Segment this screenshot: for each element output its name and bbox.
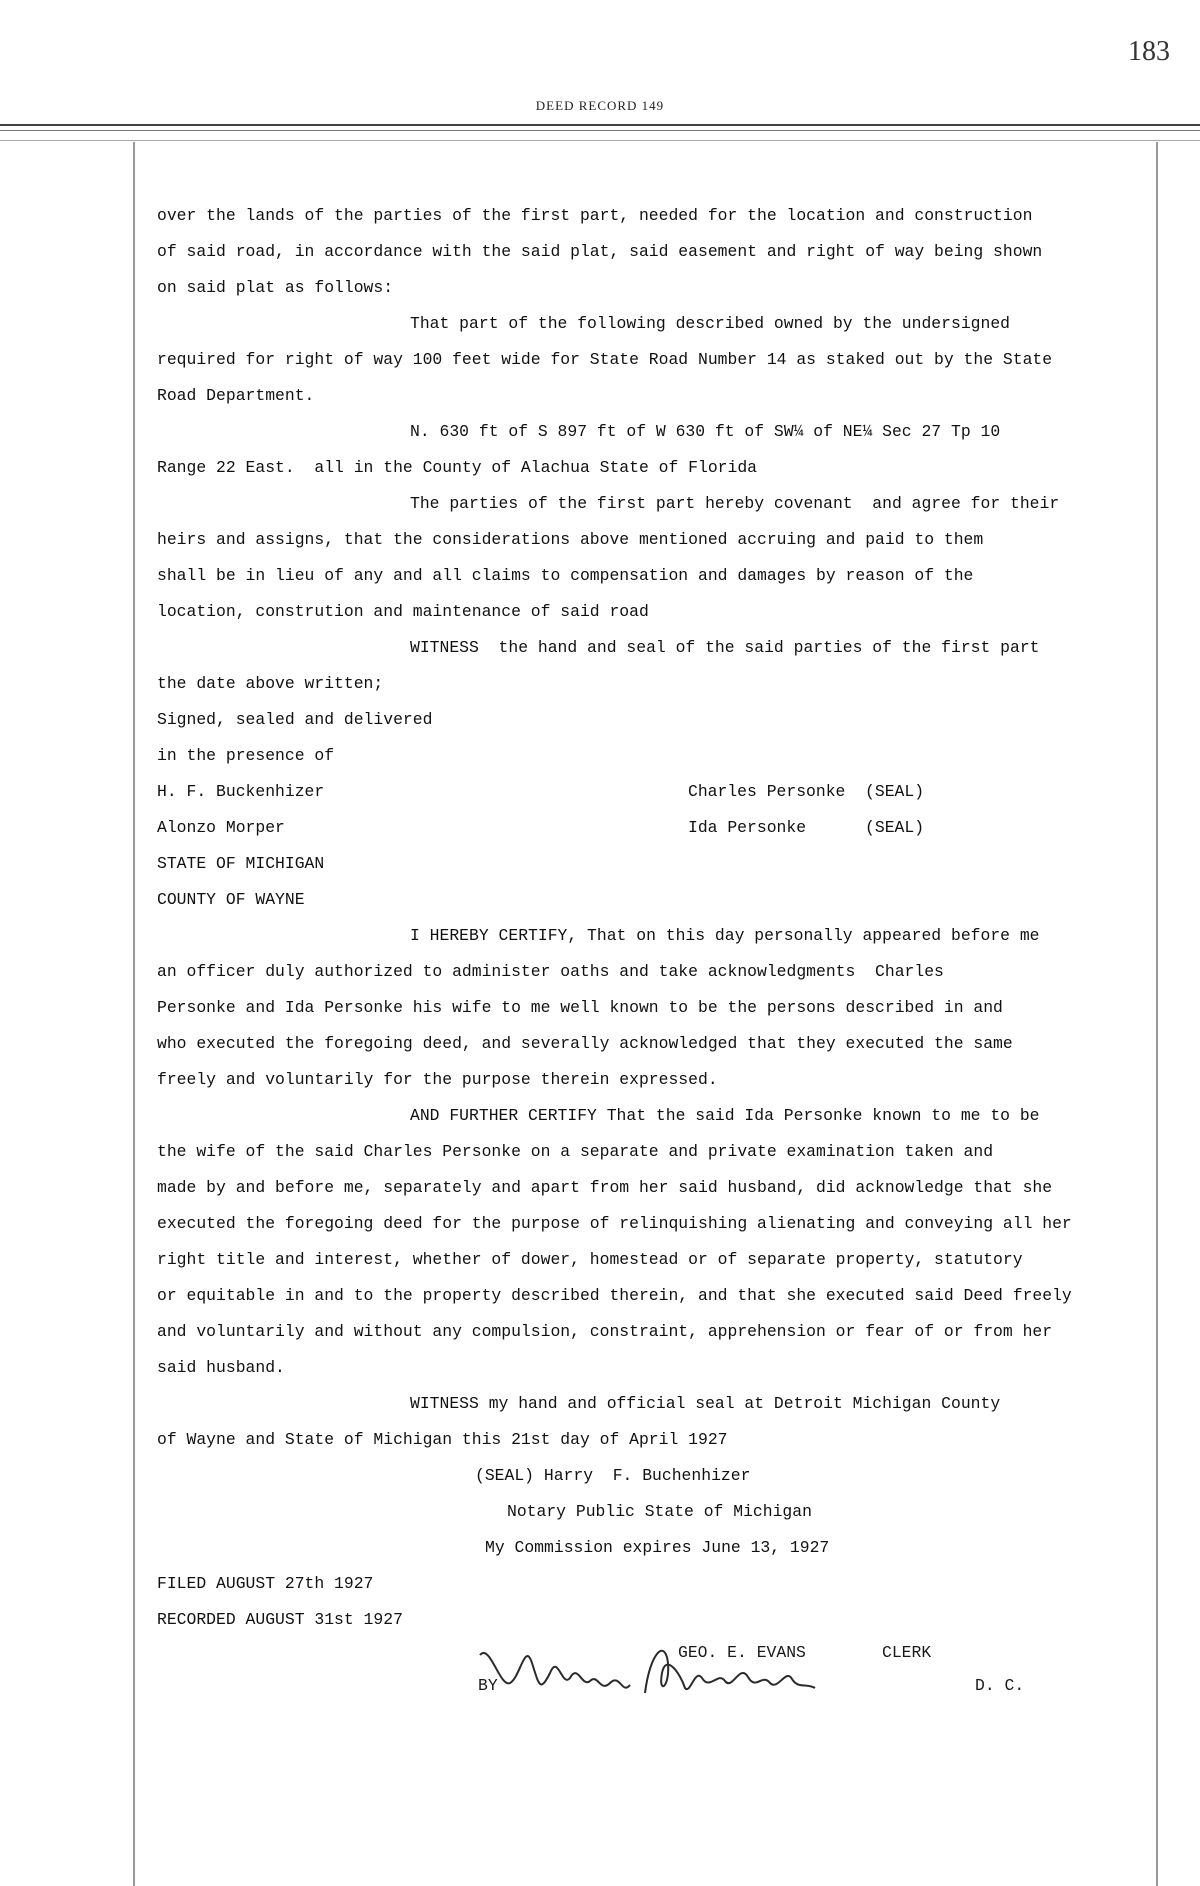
text-line: made by and before me, separately and apart from her said husband, did acknowledge that she	[157, 1178, 1053, 1197]
header-title: DEED RECORD 149	[535, 98, 665, 113]
page-number: 183	[1128, 36, 1170, 67]
range-line: Range 22 East. all in the County of Alachua State of Florida	[157, 458, 757, 477]
text-line: in the presence of	[157, 746, 335, 765]
witness-name: H. F. Buckenhizer	[157, 782, 325, 801]
text-line: and voluntarily and without any compulsion, constraint, apprehension or fear of or from her	[157, 1322, 1053, 1341]
text-line: the wife of the said Charles Personke on a separate and private examination taken and	[157, 1142, 994, 1161]
grantor-signature: Ida Personke (SEAL)	[688, 818, 925, 837]
signature-row	[157, 810, 1157, 846]
text-line: said husband.	[157, 1358, 285, 1377]
text-line: required for right of way 100 feet wide for State Road Number 14 as staked out by the State	[157, 350, 1053, 369]
text-line: an officer duly authorized to administer oaths and take acknowledgments Charles	[157, 962, 944, 981]
text-line: executed the foregoing deed for the purpose of relinquishing alienating and conveying all her	[157, 1214, 1072, 1233]
text-line: Personke and Ida Personke his wife to me well known to be the persons described in and	[157, 998, 1003, 1017]
notary-witness-intro: WITNESS my hand and official seal at Detroit Michigan County	[410, 1394, 1001, 1413]
clerk-title: CLERK	[882, 1643, 932, 1662]
filed-date: FILED AUGUST 27th 1927	[157, 1574, 374, 1593]
by-label: BY	[478, 1676, 498, 1695]
grantor-signature: Charles Personke (SEAL)	[688, 782, 925, 801]
parcel-description: N. 630 ft of S 897 ft of W 630 ft of SW¼ of NE¼ Sec 27 Tp 10	[410, 422, 1001, 441]
text-line: heirs and assigns, that the considerations above mentioned accruing and paid to them	[157, 530, 984, 549]
deed-body	[157, 198, 1157, 1638]
clerk-name: GEO. E. EVANS	[678, 1643, 806, 1662]
certificate-intro: I HEREBY CERTIFY, That on this day personally appeared before me	[410, 926, 1040, 945]
venue-county: COUNTY OF WAYNE	[157, 890, 305, 909]
clerk-signature-block	[470, 1633, 1110, 1708]
recorded-date: RECORDED AUGUST 31st 1927	[157, 1610, 403, 1629]
text-line: Road Department.	[157, 386, 315, 405]
covenant-intro: The parties of the first part hereby covenant and agree for their	[410, 494, 1060, 513]
text-line: Signed, sealed and delivered	[157, 710, 433, 729]
venue-state: STATE OF MICHIGAN	[157, 854, 325, 873]
text-line: location, constrution and maintenance of said road	[157, 602, 649, 621]
notary-name: (SEAL) Harry F. Buchenhizer	[475, 1466, 751, 1485]
text-line: of said road, in accordance with the said plat, said easement and right of way being shown	[157, 242, 1043, 261]
text-line: right title and interest, whether of dower, homestead or of separate property, statutory	[157, 1250, 1023, 1269]
deputy-clerk-label: D. C.	[975, 1676, 1025, 1695]
text-line: over the lands of the parties of the first part, needed for the location and construction	[157, 206, 1033, 225]
header-rule-top	[0, 124, 1200, 126]
left-margin-rule	[133, 142, 135, 1886]
legal-description-intro: That part of the following described owned by the undersigned	[410, 314, 1010, 333]
text-line: on said plat as follows:	[157, 278, 394, 297]
witness-name: Alonzo Morper	[157, 818, 285, 837]
notary-witness-line: of Wayne and State of Michigan this 21st day of April 1927	[157, 1430, 728, 1449]
further-certify-intro: AND FURTHER CERTIFY That the said Ida Personke known to me to be	[410, 1106, 1040, 1125]
header-rule-thin	[0, 140, 1200, 141]
text-line: or equitable in and to the property described therein, and that she executed said Deed freely	[157, 1286, 1072, 1305]
text-line: the date above written;	[157, 674, 384, 693]
witness-intro: WITNESS the hand and seal of the said parties of the first part	[410, 638, 1040, 657]
signature-row	[157, 774, 1157, 810]
notary-commission: My Commission expires June 13, 1927	[485, 1538, 830, 1557]
text-line: shall be in lieu of any and all claims to compensation and damages by reason of the	[157, 566, 974, 585]
text-line: who executed the foregoing deed, and severally acknowledged that they executed the same	[157, 1034, 1013, 1053]
text-line: freely and voluntarily for the purpose therein expressed.	[157, 1070, 718, 1089]
notary-title: Notary Public State of Michigan	[507, 1502, 812, 1521]
header-rule-bottom	[0, 130, 1200, 131]
